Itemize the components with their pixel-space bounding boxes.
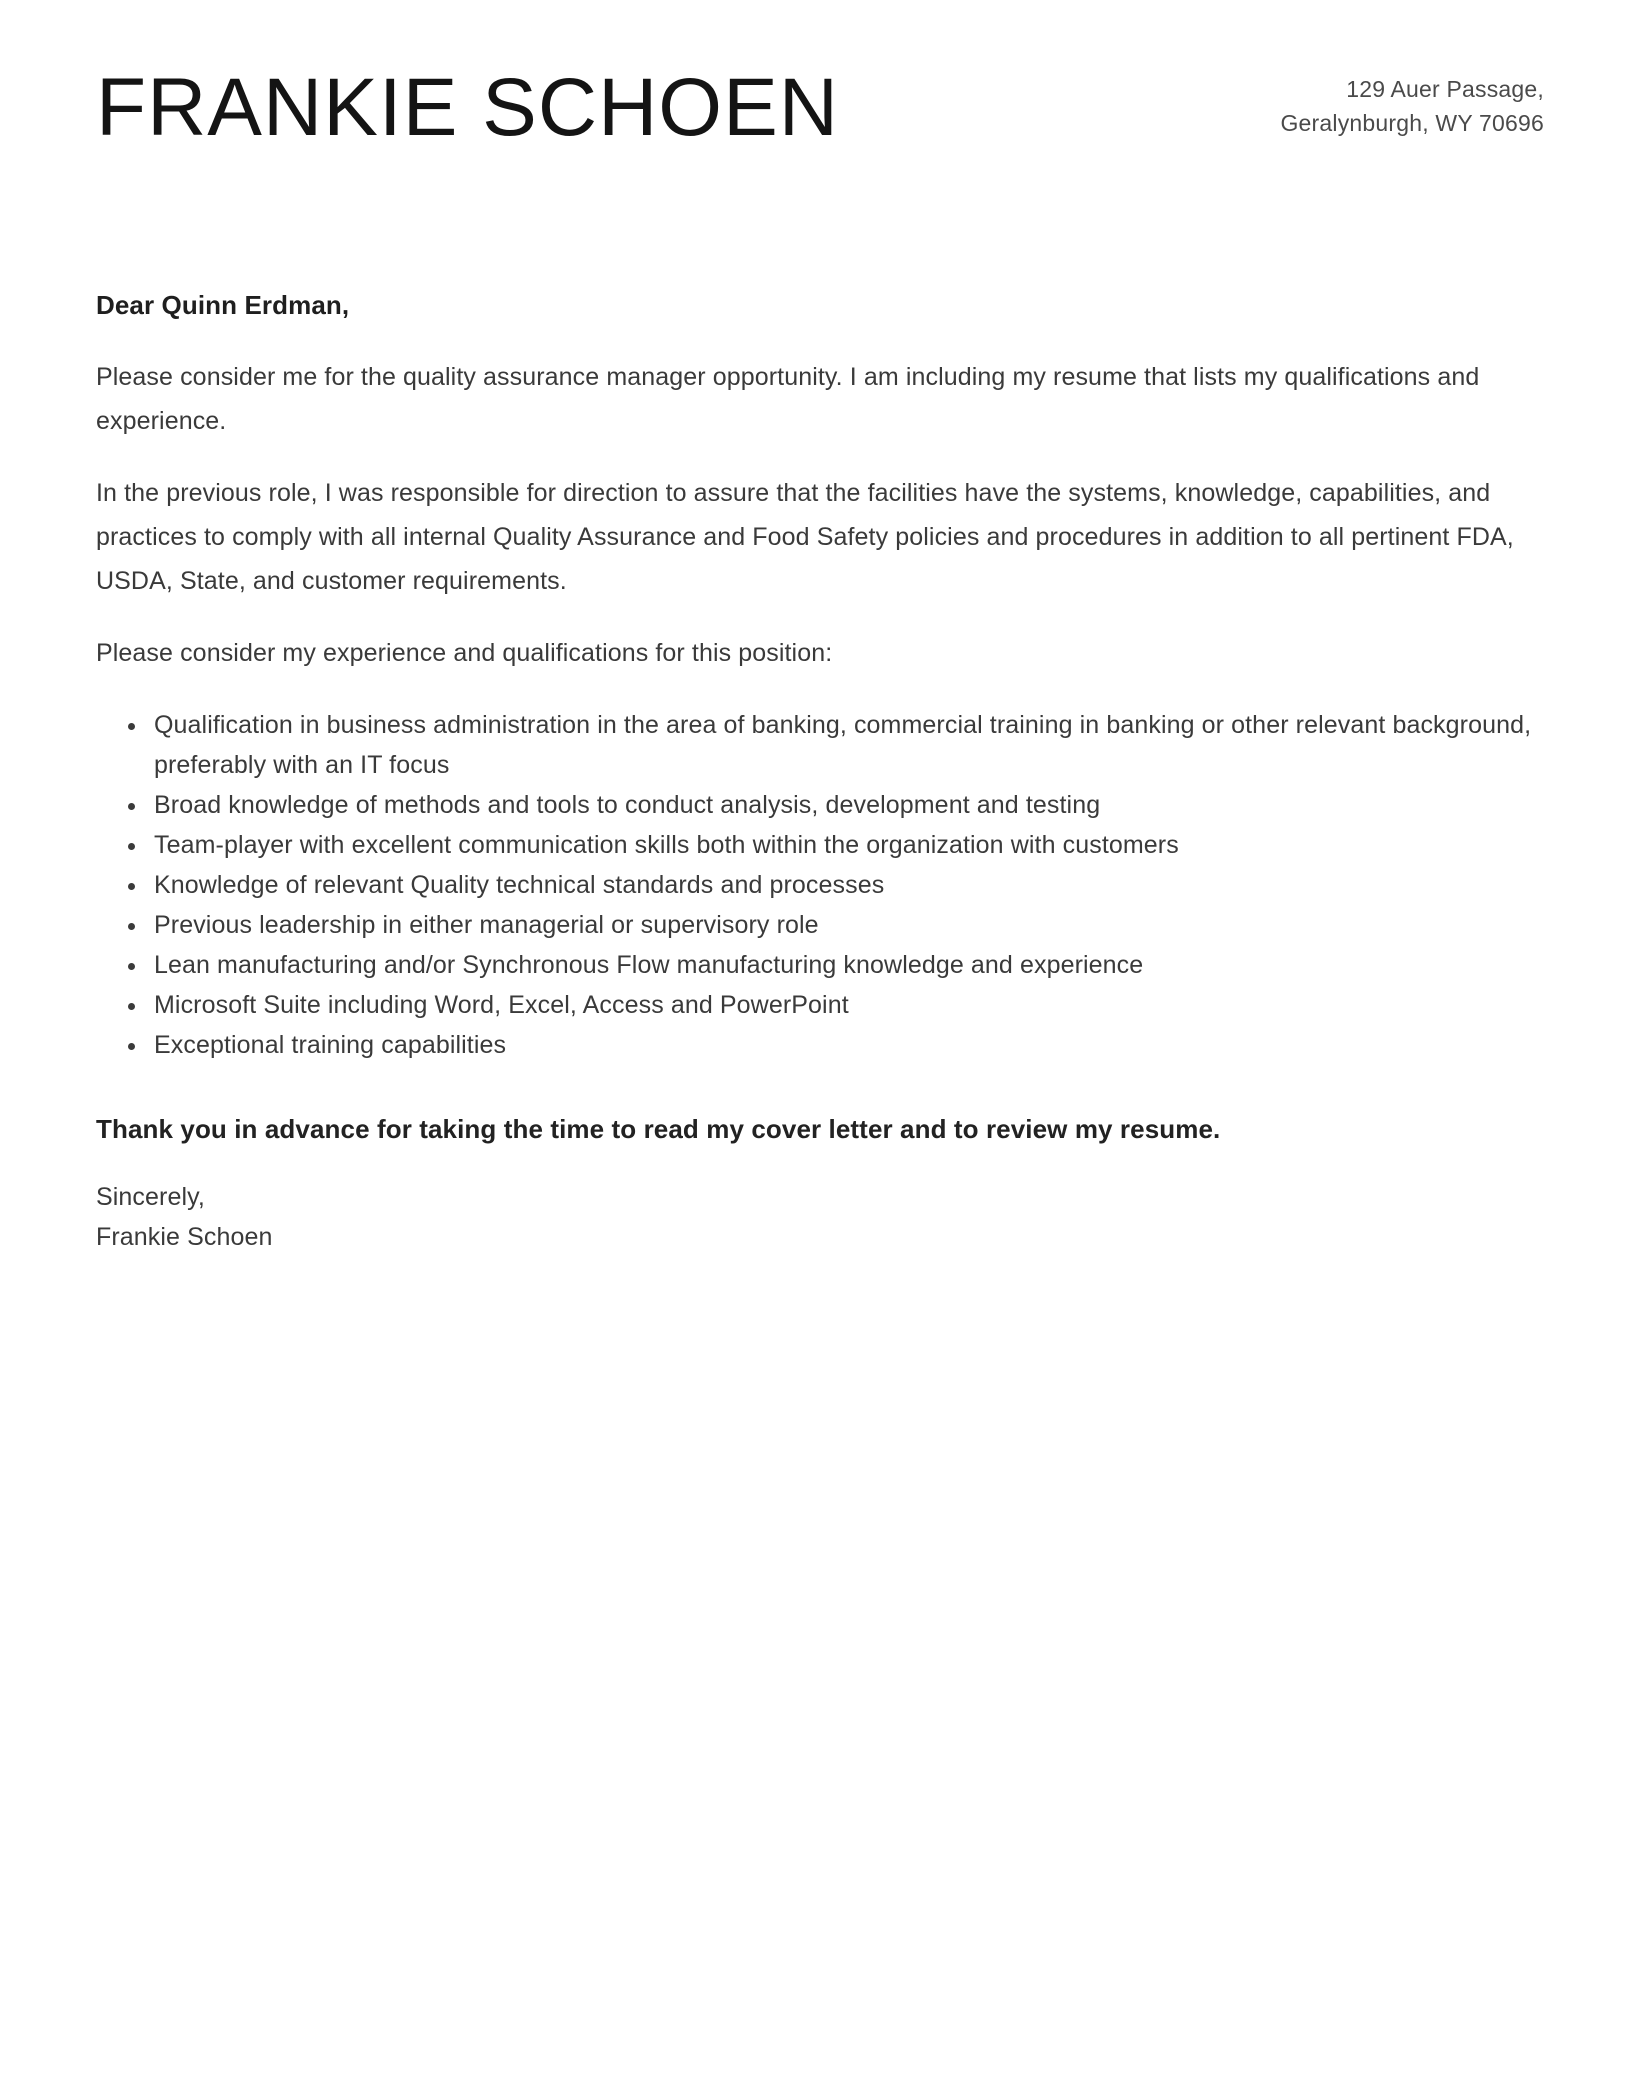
signoff-block: [96, 1177, 1544, 1257]
paragraph-intro: Please consider me for the quality assurance manager opportunity. I am including my resume that lists my qualifications and experience.: [96, 362, 1480, 435]
paragraph-previous-role: In the previous role, I was responsible for direction to assure that the facilities have the systems, knowledge, capabilities, and practices to comply with all internal Quality Assurance and Food Safety policies and procedures in addition to all pertinent FDA, USDA, State, and customer requirements.: [96, 478, 1514, 595]
qualification-item: • Team-player with excellent communication skills both within the organization with customers: [148, 825, 1544, 865]
address-line-1: 129 Auer Passage,: [1346, 76, 1544, 102]
qualification-item: • Knowledge of relevant Quality technical standards and processes: [148, 865, 1544, 905]
qualification-item: • Microsoft Suite including Word, Excel, Access and PowerPoint: [148, 985, 1544, 1025]
qualification-item: • Lean manufacturing and/or Synchronous Flow manufacturing knowledge and experience: [148, 945, 1544, 985]
qualifications-list: [96, 705, 1544, 1065]
paragraph-qualifications-lead: Please consider my experience and qualifications for this position:: [96, 638, 833, 667]
qualification-item: • Broad knowledge of methods and tools to conduct analysis, development and testing: [148, 785, 1544, 825]
greeting: Dear Quinn Erdman,: [96, 289, 350, 320]
closing-thanks: Thank you in advance for taking the time to read my cover letter and to review my resume.: [96, 1113, 1221, 1144]
qualification-item: • Exceptional training capabilities: [148, 1025, 1544, 1065]
address-line-2: Geralynburgh, WY 70696: [1280, 110, 1544, 136]
signoff: Sincerely,: [96, 1182, 205, 1211]
sender-address: [1280, 64, 1544, 140]
letter-header: [96, 64, 1544, 153]
letter-body: [96, 283, 1544, 1257]
qualification-item: • Previous leadership in either managerial or supervisory role: [148, 905, 1544, 945]
signature-name: Frankie Schoen: [96, 1222, 273, 1251]
sender-name: FRANKIE SCHOEN: [96, 62, 839, 153]
qualification-item: • Qualification in business administration in the area of banking, commercial training in banking or other relevant background, preferably with an IT focus: [148, 705, 1544, 785]
